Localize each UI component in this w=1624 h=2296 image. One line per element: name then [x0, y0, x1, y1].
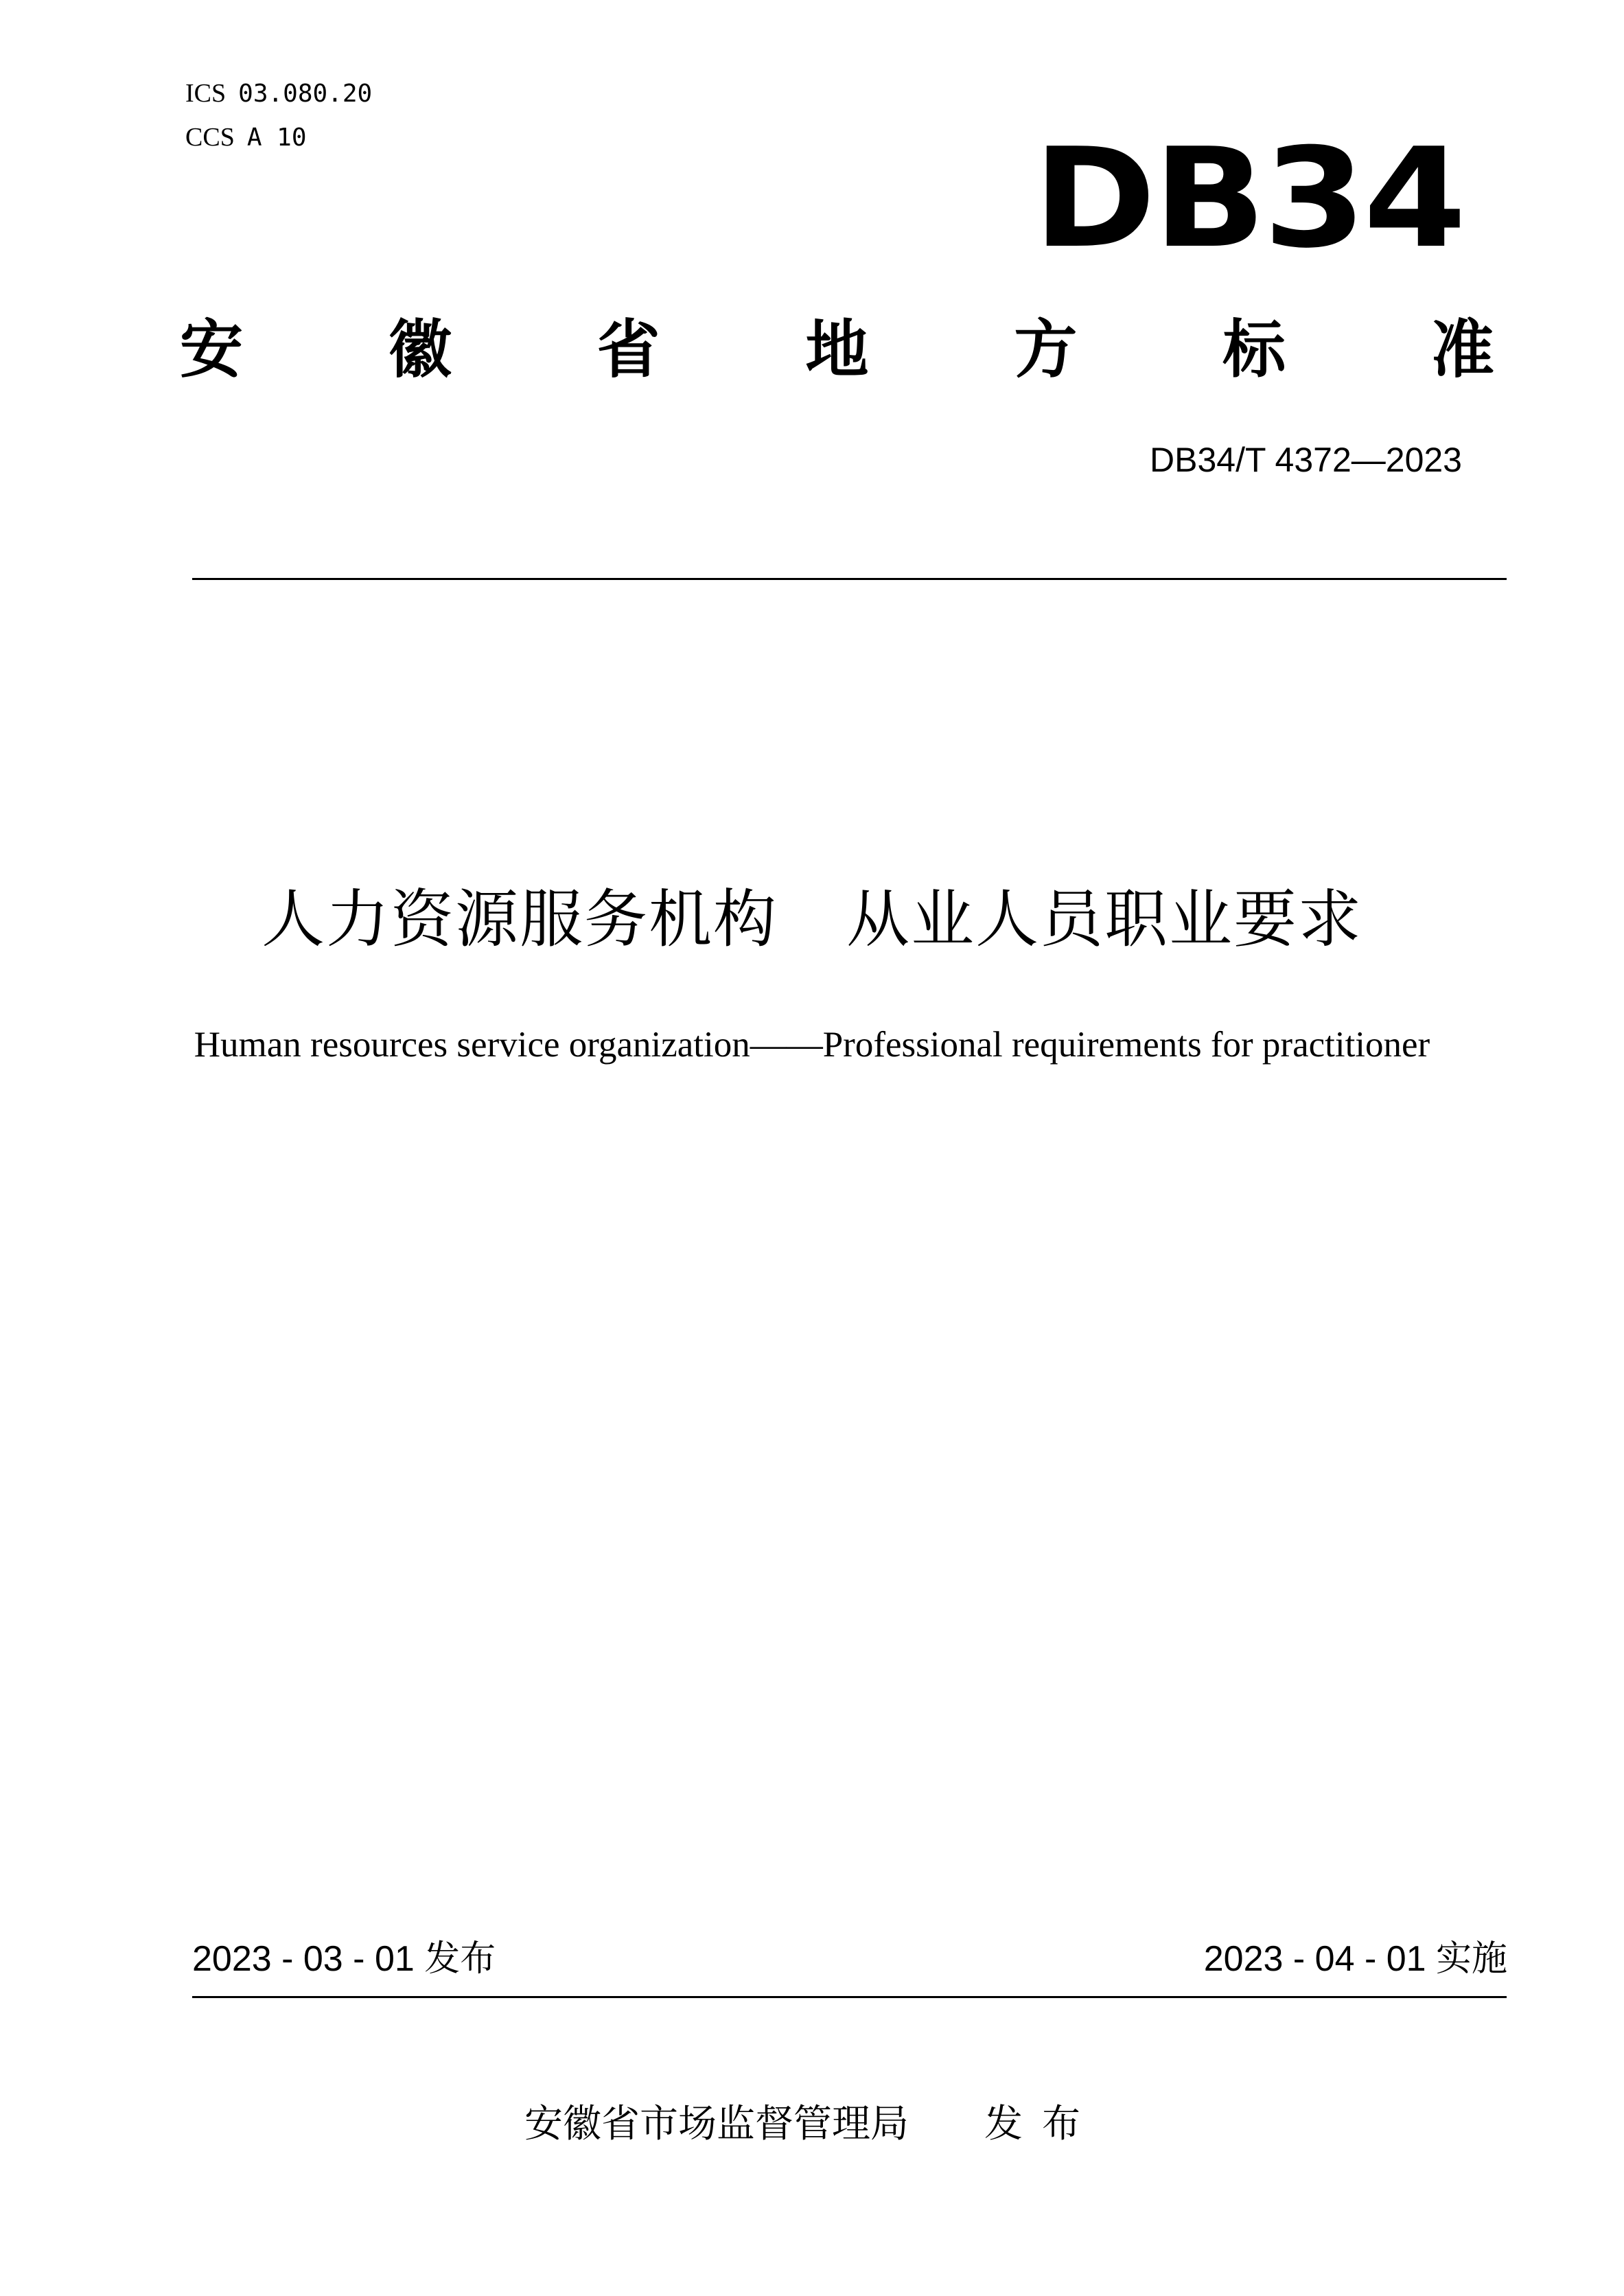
title-chinese-part1: 人力资源服务机构 — [261, 883, 778, 956]
standard-type-char: 徽 — [388, 313, 452, 386]
ccs-label: CCS — [185, 123, 235, 152]
issuer-organization: 安徽省市场监督管理局 — [524, 2102, 909, 2146]
ccs-code: A 10 — [246, 124, 307, 152]
ics-label: ICS — [185, 79, 227, 108]
standard-type-heading — [180, 312, 1494, 388]
standard-type-char: 标 — [1222, 313, 1286, 386]
standard-type-char: 准 — [1430, 313, 1494, 386]
title-chinese — [0, 879, 1624, 961]
issuer-action: 发布 — [984, 2102, 1100, 2146]
ccs-classification — [185, 121, 307, 154]
issuer-line — [0, 2100, 1624, 2148]
implementation-date: 2023 - 04 - 01 实施 — [1203, 1939, 1507, 1979]
standard-type-char: 安 — [180, 313, 244, 386]
ics-classification — [185, 77, 372, 110]
standard-code-logo: DB34 — [1033, 119, 1464, 279]
standard-type-char: 方 — [1014, 313, 1078, 386]
standard-type-char: 省 — [596, 313, 660, 386]
title-english: Human resources service organization——Professional requirements for practitioner — [194, 1025, 1430, 1065]
ics-code: 03.080.20 — [238, 80, 373, 108]
header-divider — [192, 578, 1507, 580]
footer-divider — [192, 1996, 1507, 1998]
standard-number: DB34/T 4372—2023 — [1150, 441, 1462, 479]
publish-date: 2023 - 03 - 01 发布 — [192, 1939, 496, 1979]
standard-type-char: 地 — [805, 313, 869, 386]
title-chinese-part2: 从业人员职业要求 — [846, 883, 1363, 956]
